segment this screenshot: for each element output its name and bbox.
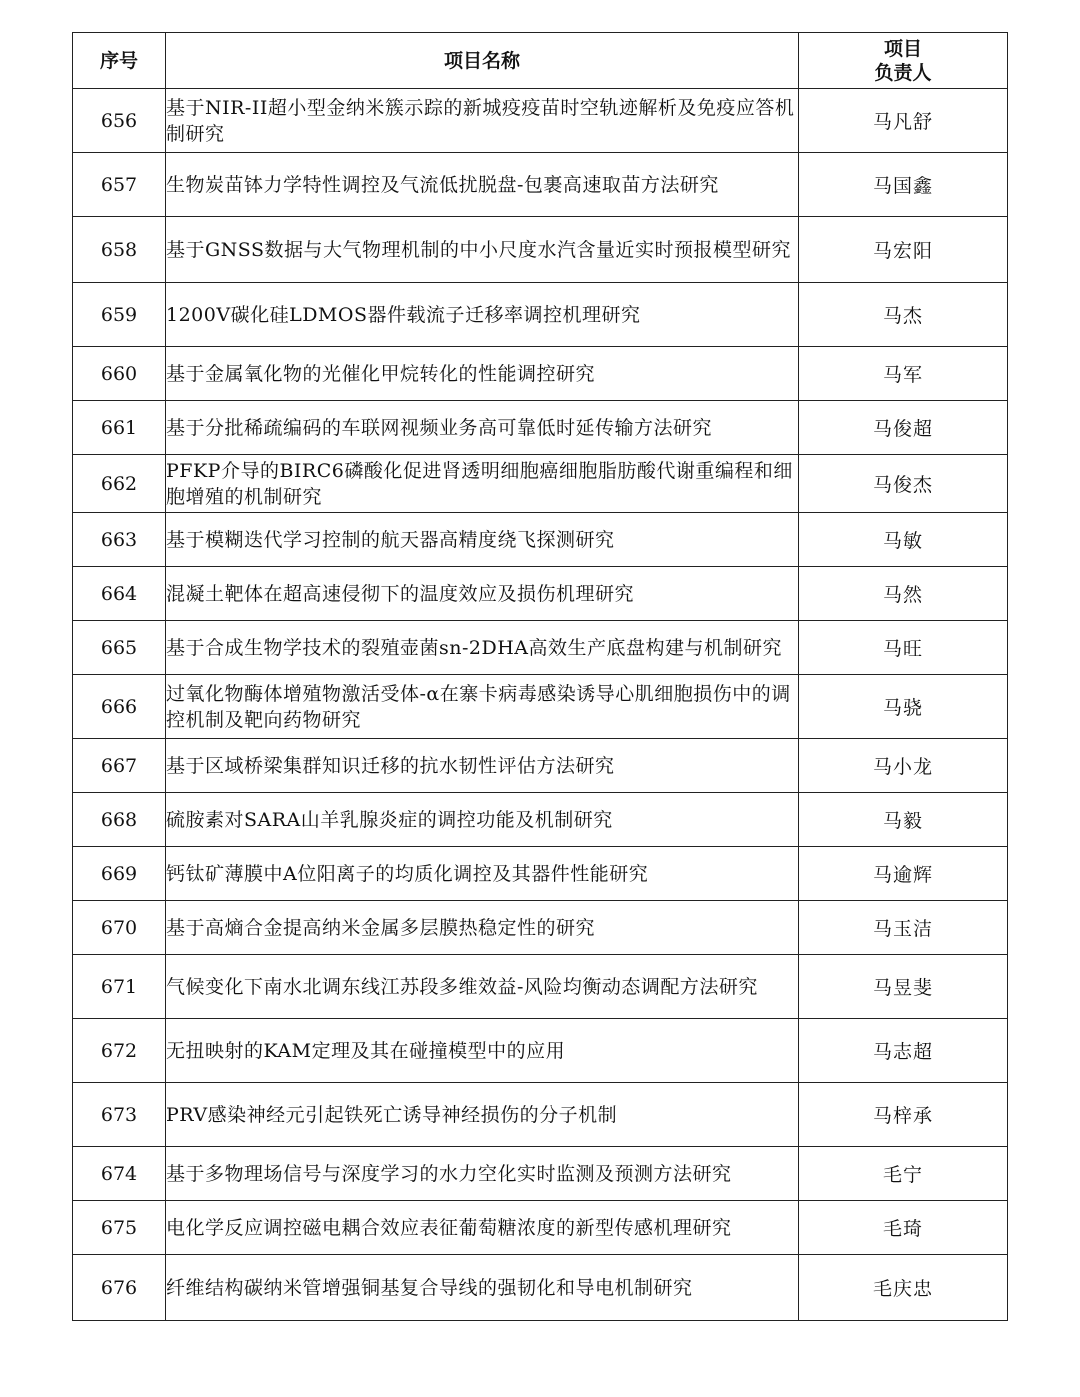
table-row — [73, 793, 1008, 847]
table-row — [73, 1083, 1008, 1147]
table-row — [73, 153, 1008, 217]
table-row — [73, 217, 1008, 283]
row-name: 基于NIR-II超小型金纳米簇示踪的新城疫疫苗时空轨迹解析及免疫应答机制研究 — [166, 89, 799, 153]
row-name: 过氧化物酶体增殖物激活受体-α在寨卡病毒感染诱导心肌细胞损伤中的调控机制及靶向药物研究 — [166, 675, 799, 739]
row-lead: 马凡舒 — [799, 89, 1008, 153]
row-name: 基于合成生物学技术的裂殖壶菌sn-2DHA高效生产底盘构建与机制研究 — [166, 621, 799, 675]
row-no: 667 — [73, 739, 166, 793]
row-no: 665 — [73, 621, 166, 675]
row-name: 纤维结构碳纳米管增强铜基复合导线的强韧化和导电机制研究 — [166, 1255, 799, 1321]
row-lead: 马玉洁 — [799, 901, 1008, 955]
row-name: 气候变化下南水北调东线江苏段多维效益-风险均衡动态调配方法研究 — [166, 955, 799, 1019]
table-row — [73, 283, 1008, 347]
row-lead: 马俊杰 — [799, 455, 1008, 513]
table-row — [73, 1147, 1008, 1201]
row-no: 673 — [73, 1083, 166, 1147]
header-name: 项目名称 — [166, 33, 799, 89]
row-no: 660 — [73, 347, 166, 401]
table-row — [73, 347, 1008, 401]
row-no: 658 — [73, 217, 166, 283]
table-row — [73, 513, 1008, 567]
row-name: 基于模糊迭代学习控制的航天器高精度绕飞探测研究 — [166, 513, 799, 567]
row-no: 656 — [73, 89, 166, 153]
table-header-row — [73, 33, 1008, 89]
row-lead: 马小龙 — [799, 739, 1008, 793]
row-no: 676 — [73, 1255, 166, 1321]
row-no: 666 — [73, 675, 166, 739]
row-name: 电化学反应调控磁电耦合效应表征葡萄糖浓度的新型传感机理研究 — [166, 1201, 799, 1255]
row-lead: 马旺 — [799, 621, 1008, 675]
header-lead — [799, 33, 1008, 89]
row-lead: 毛琦 — [799, 1201, 1008, 1255]
row-name: 基于分批稀疏编码的车联网视频业务高可靠低时延传输方法研究 — [166, 401, 799, 455]
row-name: 基于多物理场信号与深度学习的水力空化实时监测及预测方法研究 — [166, 1147, 799, 1201]
row-lead: 马梓承 — [799, 1083, 1008, 1147]
table-row — [73, 955, 1008, 1019]
header-lead-line2: 负责人 — [874, 61, 932, 84]
row-no: 661 — [73, 401, 166, 455]
row-name: 混凝土靶体在超高速侵彻下的温度效应及损伤机理研究 — [166, 567, 799, 621]
table-row — [73, 1255, 1008, 1321]
row-lead: 马逾辉 — [799, 847, 1008, 901]
row-lead: 马敏 — [799, 513, 1008, 567]
table-row — [73, 621, 1008, 675]
row-no: 669 — [73, 847, 166, 901]
table-row — [73, 567, 1008, 621]
row-no: 675 — [73, 1201, 166, 1255]
row-name: 基于区域桥梁集群知识迁移的抗水韧性评估方法研究 — [166, 739, 799, 793]
table-row — [73, 675, 1008, 739]
table-row — [73, 89, 1008, 153]
row-lead: 毛庆忠 — [799, 1255, 1008, 1321]
row-name: 硫胺素对SARA山羊乳腺炎症的调控功能及机制研究 — [166, 793, 799, 847]
row-lead: 马俊超 — [799, 401, 1008, 455]
table-row — [73, 455, 1008, 513]
row-lead: 马国鑫 — [799, 153, 1008, 217]
row-no: 662 — [73, 455, 166, 513]
row-no: 674 — [73, 1147, 166, 1201]
row-lead: 马志超 — [799, 1019, 1008, 1083]
row-name: 钙钛矿薄膜中A位阳离子的均质化调控及其器件性能研究 — [166, 847, 799, 901]
row-no: 659 — [73, 283, 166, 347]
row-lead: 马然 — [799, 567, 1008, 621]
row-lead: 马军 — [799, 347, 1008, 401]
row-name: 1200V碳化硅LDMOS器件载流子迁移率调控机理研究 — [166, 283, 799, 347]
row-lead: 马毅 — [799, 793, 1008, 847]
table-row — [73, 847, 1008, 901]
row-name: 生物炭苗钵力学特性调控及气流低扰脱盘-包裹高速取苗方法研究 — [166, 153, 799, 217]
row-name: PRV感染神经元引起铁死亡诱导神经损伤的分子机制 — [166, 1083, 799, 1147]
row-no: 672 — [73, 1019, 166, 1083]
row-name: 无扭映射的KAM定理及其在碰撞模型中的应用 — [166, 1019, 799, 1083]
table-row — [73, 401, 1008, 455]
row-lead: 马昱斐 — [799, 955, 1008, 1019]
row-no: 668 — [73, 793, 166, 847]
row-name: 基于GNSS数据与大气物理机制的中小尺度水汽含量近实时预报模型研究 — [166, 217, 799, 283]
row-lead: 毛宁 — [799, 1147, 1008, 1201]
row-no: 657 — [73, 153, 166, 217]
row-name: 基于高熵合金提高纳米金属多层膜热稳定性的研究 — [166, 901, 799, 955]
row-name: PFKP介导的BIRC6磷酸化促进肾透明细胞癌细胞脂肪酸代谢重编程和细胞增殖的机制研究 — [166, 455, 799, 513]
row-lead: 马宏阳 — [799, 217, 1008, 283]
header-no: 序号 — [73, 33, 166, 89]
row-no: 671 — [73, 955, 166, 1019]
header-lead-line1: 项目 — [883, 37, 922, 60]
row-no: 664 — [73, 567, 166, 621]
project-table — [72, 32, 1008, 1321]
row-no: 663 — [73, 513, 166, 567]
table-row — [73, 1019, 1008, 1083]
row-lead: 马杰 — [799, 283, 1008, 347]
table-row — [73, 1201, 1008, 1255]
row-lead: 马骁 — [799, 675, 1008, 739]
row-name: 基于金属氧化物的光催化甲烷转化的性能调控研究 — [166, 347, 799, 401]
row-no: 670 — [73, 901, 166, 955]
table-row — [73, 901, 1008, 955]
table-row — [73, 739, 1008, 793]
